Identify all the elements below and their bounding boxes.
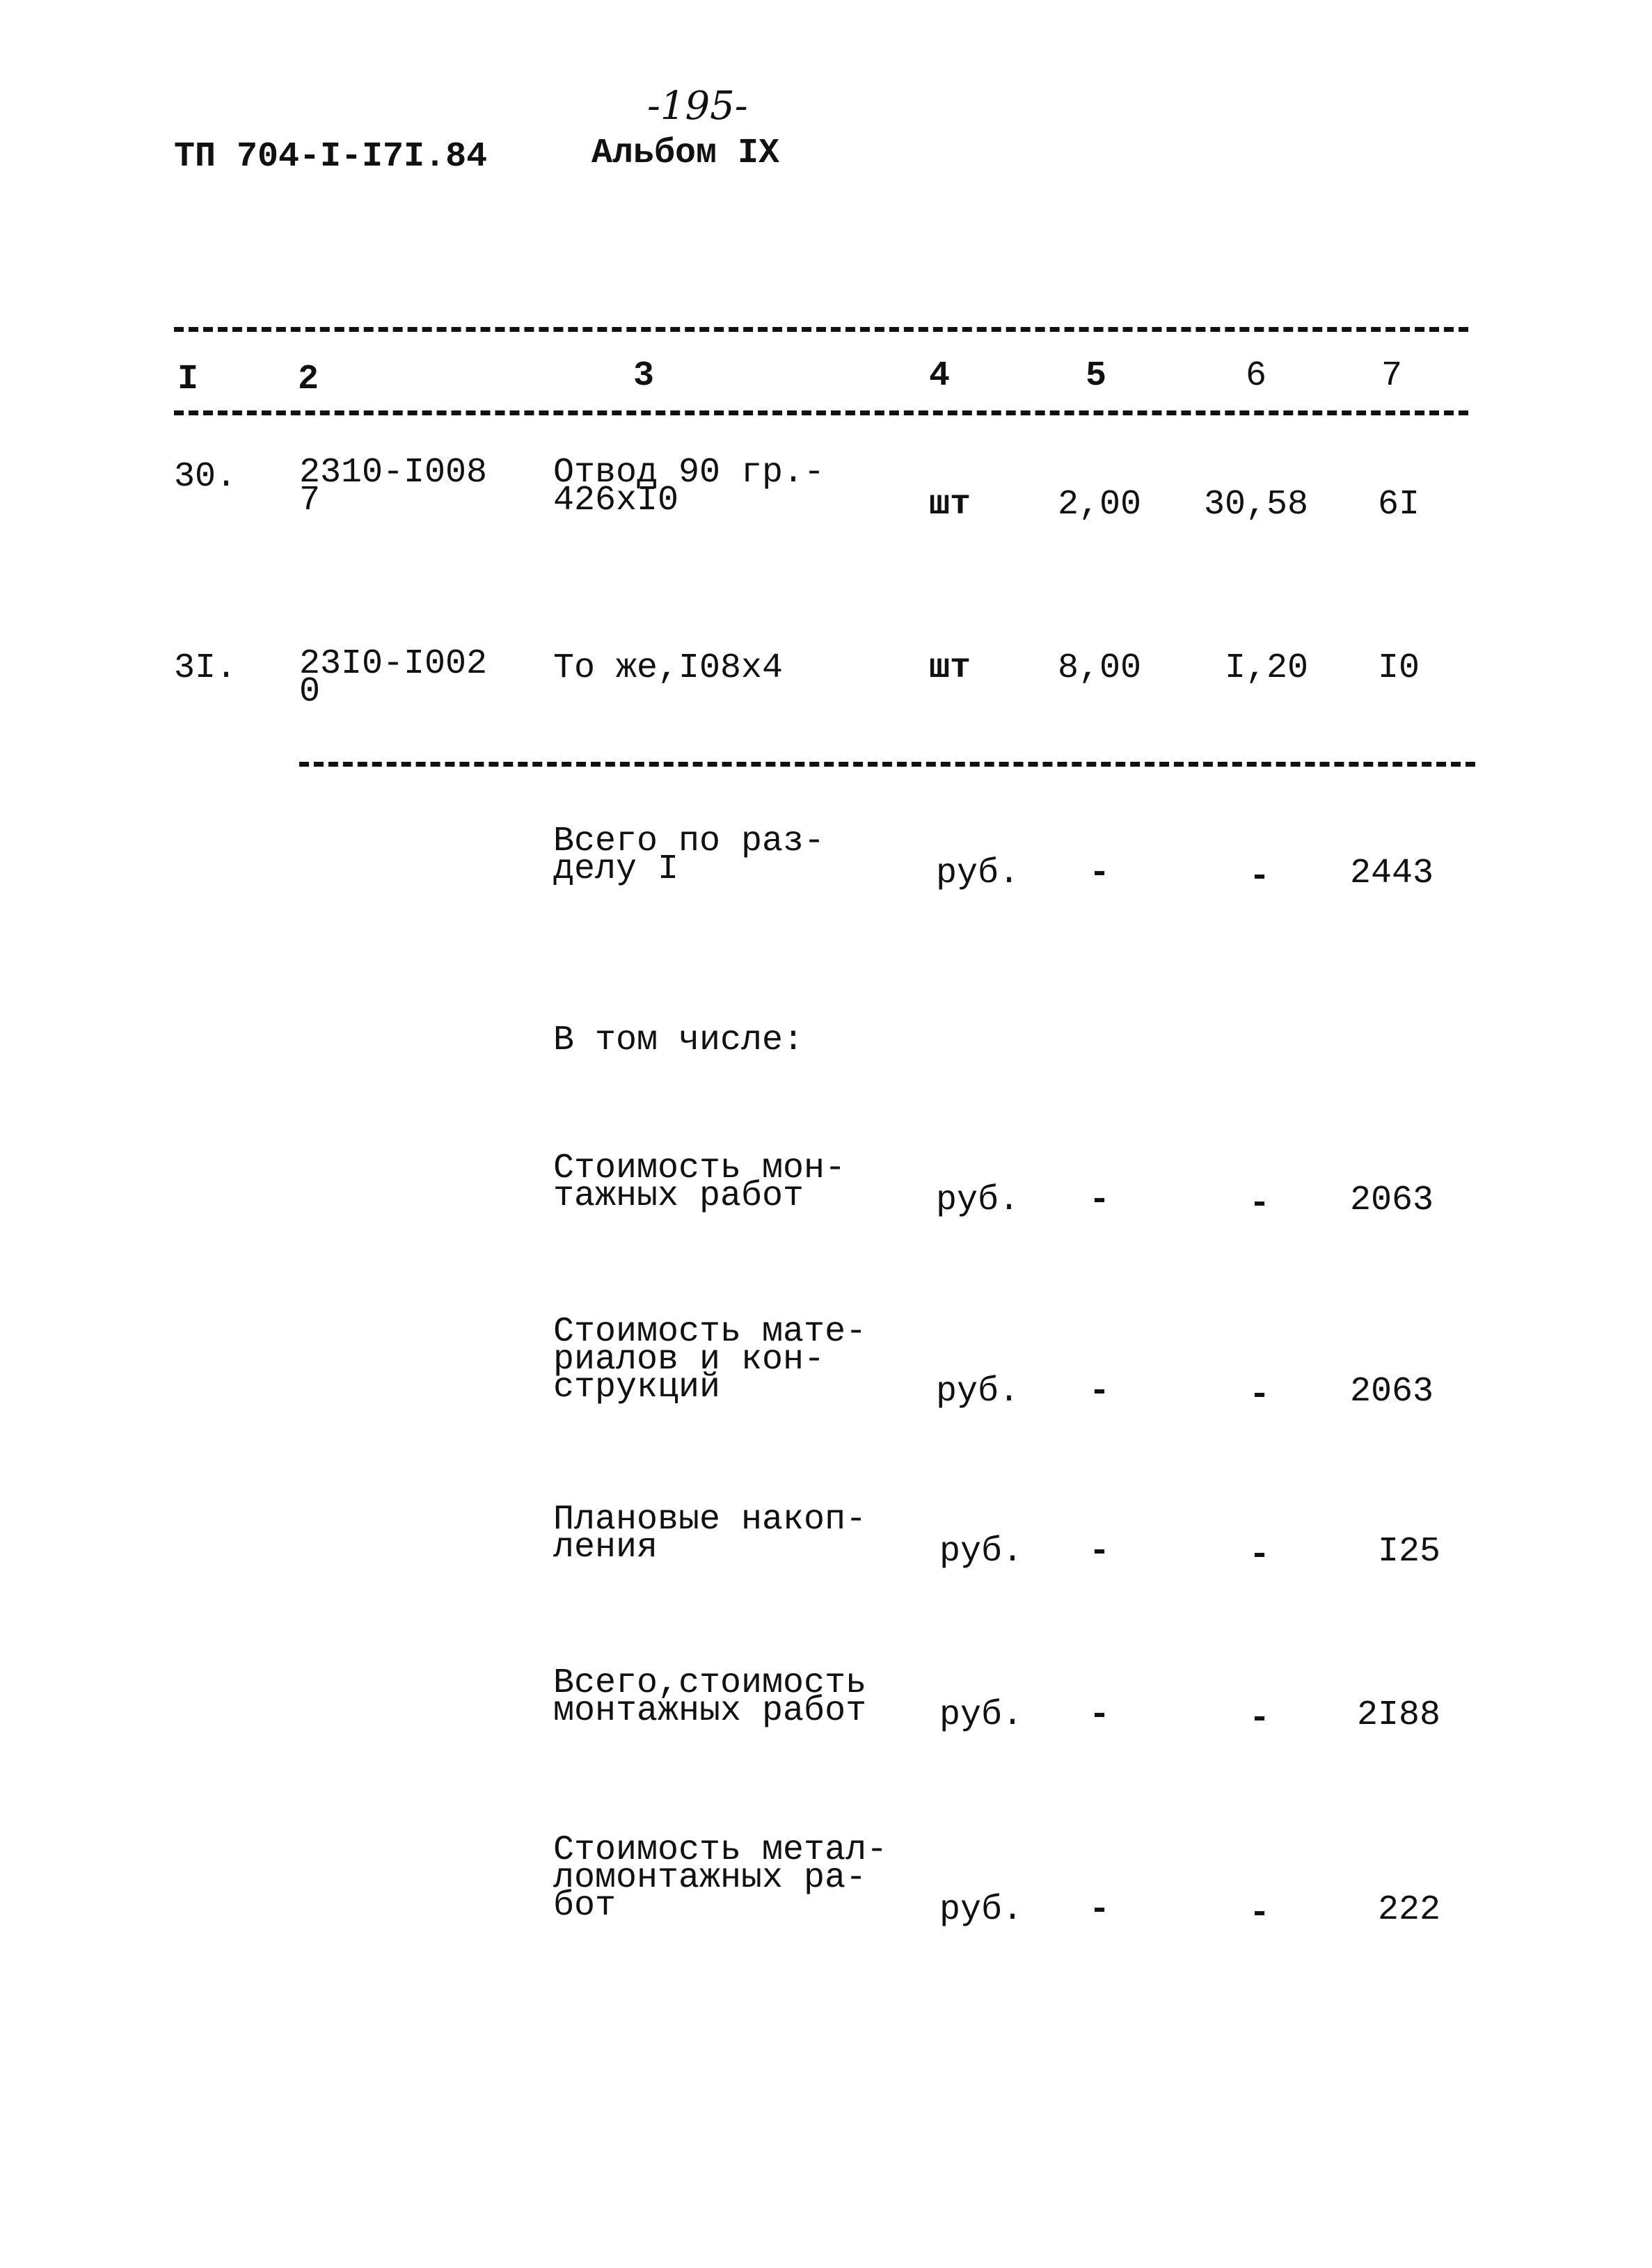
summary-col6: - bbox=[1249, 1535, 1271, 1575]
summary-label: Плановые накоп- ления bbox=[553, 1500, 867, 1567]
summary-unit: руб. bbox=[936, 854, 1020, 893]
column-header-5: 5 bbox=[1086, 356, 1107, 396]
column-header-3: 3 bbox=[633, 356, 655, 396]
total-cost: 6I bbox=[1377, 485, 1420, 525]
summary-col5: - bbox=[1089, 1181, 1111, 1220]
summary-col6: - bbox=[1249, 1375, 1271, 1415]
summary-total: 2443 bbox=[1349, 854, 1433, 893]
summary-col5: - bbox=[1089, 1532, 1111, 1572]
summary-total: 222 bbox=[1377, 1890, 1440, 1930]
summary-rule bbox=[299, 762, 1475, 767]
page-number: -195- bbox=[647, 83, 748, 129]
quantity: 8,00 bbox=[1057, 648, 1141, 688]
column-header-4: 4 bbox=[929, 356, 951, 396]
total-cost: I0 bbox=[1377, 648, 1420, 688]
unit: шт bbox=[929, 648, 971, 688]
summary-col5: - bbox=[1089, 1695, 1111, 1735]
item-code: 23I0-I002 0 bbox=[299, 644, 488, 712]
summary-total: I25 bbox=[1377, 1532, 1440, 1572]
summary-unit: руб. bbox=[939, 1532, 1024, 1572]
item-code: 2310-I008 7 bbox=[299, 453, 488, 520]
summary-unit: руб. bbox=[936, 1181, 1020, 1220]
summary-label: Стоимость мате- риалов и кон- струкций bbox=[553, 1312, 867, 1407]
summary-total: 2063 bbox=[1349, 1181, 1433, 1220]
unit: шт bbox=[929, 485, 971, 525]
summary-total: 2063 bbox=[1349, 1372, 1433, 1412]
summary-col6: - bbox=[1249, 1184, 1271, 1224]
row-number: 3I. bbox=[174, 648, 237, 688]
summary-label: Стоимость метал- ломонтажных ра- бот bbox=[553, 1830, 888, 1926]
row-number: 30. bbox=[174, 457, 237, 497]
summary-col5: - bbox=[1089, 1890, 1111, 1930]
summary-total: 2I88 bbox=[1356, 1695, 1440, 1735]
table-header-rule bbox=[174, 410, 1468, 415]
album-label: Альбом IX bbox=[591, 134, 780, 173]
quantity: 2,00 bbox=[1057, 485, 1141, 525]
summary-unit: руб. bbox=[936, 1372, 1020, 1412]
summary-col6: - bbox=[1249, 1894, 1271, 1933]
including-label: В том числе: bbox=[553, 1021, 804, 1060]
column-header-6: 6 bbox=[1246, 356, 1267, 396]
item-name: То же,I08x4 bbox=[553, 648, 784, 688]
summary-unit: руб. bbox=[939, 1890, 1024, 1930]
summary-unit: руб. bbox=[939, 1695, 1024, 1735]
summary-label: Всего,стоимость монтажных работ bbox=[553, 1663, 867, 1731]
summary-label: Стоимость мон- тажных работ bbox=[553, 1149, 846, 1216]
unit-price: I,20 bbox=[1224, 648, 1308, 688]
summary-col6: - bbox=[1249, 857, 1271, 897]
summary-col6: - bbox=[1249, 1699, 1271, 1739]
table-top-rule bbox=[174, 327, 1468, 332]
summary-col5: - bbox=[1089, 1372, 1111, 1412]
unit-price: 30,58 bbox=[1203, 485, 1308, 525]
column-header-7: 7 bbox=[1381, 356, 1403, 396]
document-code: ТП 704-I-I7I.84 bbox=[174, 137, 488, 177]
summary-col5: - bbox=[1089, 854, 1111, 893]
item-name: Отвод 90 гр.- 426xI0 bbox=[553, 453, 825, 520]
column-header-2: 2 bbox=[298, 360, 319, 399]
column-header-1: I bbox=[177, 360, 199, 399]
summary-label: Всего по раз- делу I bbox=[553, 822, 825, 889]
